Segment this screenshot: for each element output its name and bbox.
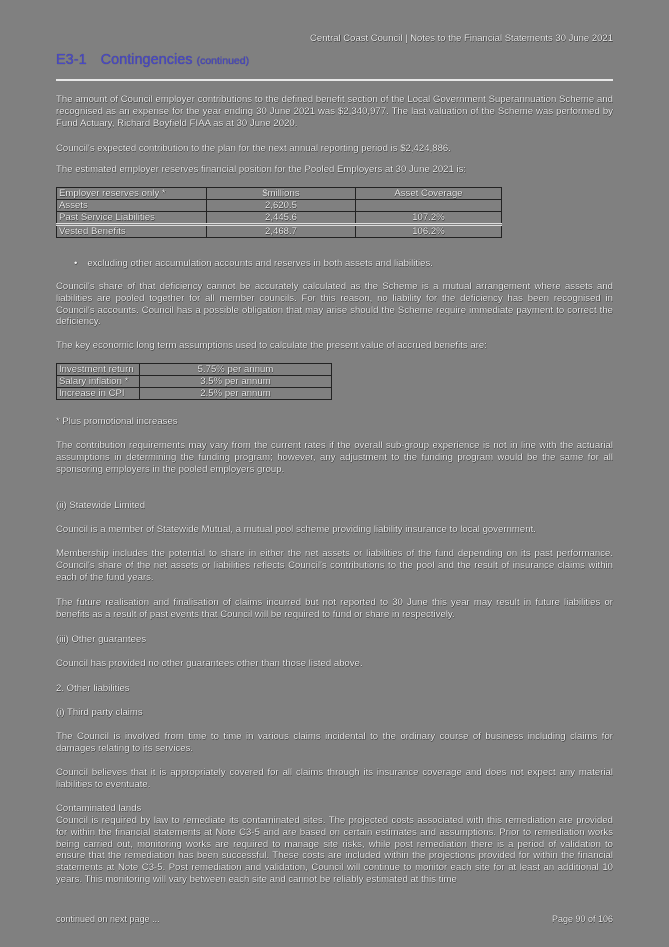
employer-reserves-table [56, 187, 502, 238]
paragraph-insurance-coverage: Council believes that it is appropriately covered for all claims through its insurance coverage and does not expect any material liabilities to eventuate. [56, 767, 613, 790]
bullet-icon: • [74, 258, 78, 269]
paragraph-future-claims: The future realisation and finalisation of claims incurred but not reported to 30 June this year may result in future liabilities or benefits as a result of past events that Council will be required to fund or share in respectively. [56, 597, 613, 620]
table-row [57, 200, 502, 212]
paragraph-reserves-intro: The estimated employer reserves financial position for the Pooled Employers at 30 June 2021 is: [56, 164, 467, 175]
running-header: Central Coast Council | Notes to the Financial Statements 30 June 2021 [310, 33, 613, 44]
paragraph-contaminated-lands: Council is required by law to remediate its contaminated sites. The projected costs associated with this remediation are provided for within the financial statements at Note C3-5 and are based on certain estimates and assumptions. Prior to remediation works being carried out, monitoring works are required to manage site risks, while post remediation there is a period of validation to ensure that the remediation has been successful. These costs are included within the projections provided for within the financial statements at Note C3-5. Post remediation and validation, Council will continue to monitor each site for at least an additional 10 years. This monitoring will vary between each site and cannot be reliably estimated at this time [56, 815, 613, 885]
table-cell: Salary inflation * [57, 376, 140, 388]
heading-statewide: (ii) Statewide Limited [56, 500, 146, 511]
table-cell: 2,468.7 [207, 225, 356, 238]
table-cell: 106.2% [356, 225, 502, 238]
paragraph-other-guarantees: Council has provided no other guarantees other than those listed above. [56, 658, 363, 669]
paragraph-expected-contribution: Council's expected contribution to the plan for the next annual reporting period is $2,424,886. [56, 143, 451, 154]
table-header-cell: $millions [207, 188, 356, 200]
table-cell: 3.5% per annum [140, 376, 332, 388]
table-cell: 2,620.5 [207, 200, 356, 212]
bullet-text: excluding other accumulation accounts and reserves in both assets and liabilities. [87, 258, 433, 269]
heading-other-liabilities: 2. Other liabilities [56, 683, 130, 694]
heading-third-party-claims: (i) Third party claims [56, 707, 143, 718]
table-cell: 2,445.6 [207, 212, 356, 225]
paragraph-deficiency: Council's share of that deficiency cannot be accurately calculated as the Scheme is a mutual arrangement where assets and liabilities are pooled together for all member councils. For this reason, no liability for the deficiency has been recognised in Council's accounts. Council has a possible obligation that may arise should the Scheme require immediate payment to correct the deficiency. [56, 281, 613, 328]
heading-other-guarantees: (iii) Other guarantees [56, 634, 147, 645]
table-cell: Investment return [57, 364, 140, 376]
table-cell: Past Service Liabilities [57, 212, 207, 225]
table-cell [356, 200, 502, 212]
section-title [56, 52, 249, 68]
table-header-cell: Employer reserves only * [57, 188, 207, 200]
paragraph-membership: Membership includes the potential to share in either the net assets or liabilities of the fund depending on its past performance. Council's share of the net assets or liabilities reflects Council's contributions to the pool and the result of insurance claims within each of the fund years. [56, 548, 613, 583]
page-number: Page 90 of 106 [551, 914, 613, 924]
paragraph-contribution-requirements: The contribution requirements may vary from the current rates if the overall sub-group experience is not in line with the actuarial assumptions in determining the funding program; however, any adjustment to the funding program would be the same for all sponsoring employers in the pooled employers group. [56, 440, 613, 475]
table-row [57, 376, 332, 388]
footnote-promotional: * Plus promotional increases [56, 416, 178, 427]
table-row [57, 364, 332, 376]
paragraph-assumptions-intro: The key economic long term assumptions used to calculate the present value of accrued benefits are: [56, 340, 487, 351]
paragraph-statewide-member: Council is a member of Statewide Mutual, a mutual pool scheme providing liability insurance to local government. [56, 524, 536, 535]
table-row [57, 225, 502, 238]
section-title-text: Contingencies [100, 52, 193, 68]
table-cell: 2.5% per annum [140, 388, 332, 400]
bullet-note [74, 258, 433, 269]
table-cell: Increase in CPI [57, 388, 140, 400]
assumptions-table [56, 363, 332, 400]
section-number: E3-1 [56, 52, 87, 68]
table-row [57, 212, 502, 225]
table-cell: Assets [57, 200, 207, 212]
title-divider [56, 79, 613, 81]
continued-note: continued on next page ... [56, 914, 160, 924]
table-cell: Vested Benefits [57, 225, 207, 238]
heading-contaminated-lands: Contaminated lands [56, 803, 142, 814]
table-row [57, 388, 332, 400]
paragraph-employer-contributions: The amount of Council employer contributions to the defined benefit section of the Local Government Superannuation Scheme and recognised as an expense for the year ending 30 June 2021 was $2,340,977. The last valuation of the Scheme was performed by Fund Actuary, Richard Boyfield FIAA as at 30 June 2020. [56, 94, 613, 129]
table-header-row [57, 188, 502, 200]
table-cell: 5.75% per annum [140, 364, 332, 376]
paragraph-claims-involvement: The Council is involved from time to time in various claims incidental to the ordinary course of business including claims for damages relating to its services. [56, 731, 613, 754]
section-title-suffix: (continued) [196, 55, 250, 67]
table-header-cell: Asset Coverage [356, 188, 502, 200]
table-cell: 107.2% [356, 212, 502, 225]
